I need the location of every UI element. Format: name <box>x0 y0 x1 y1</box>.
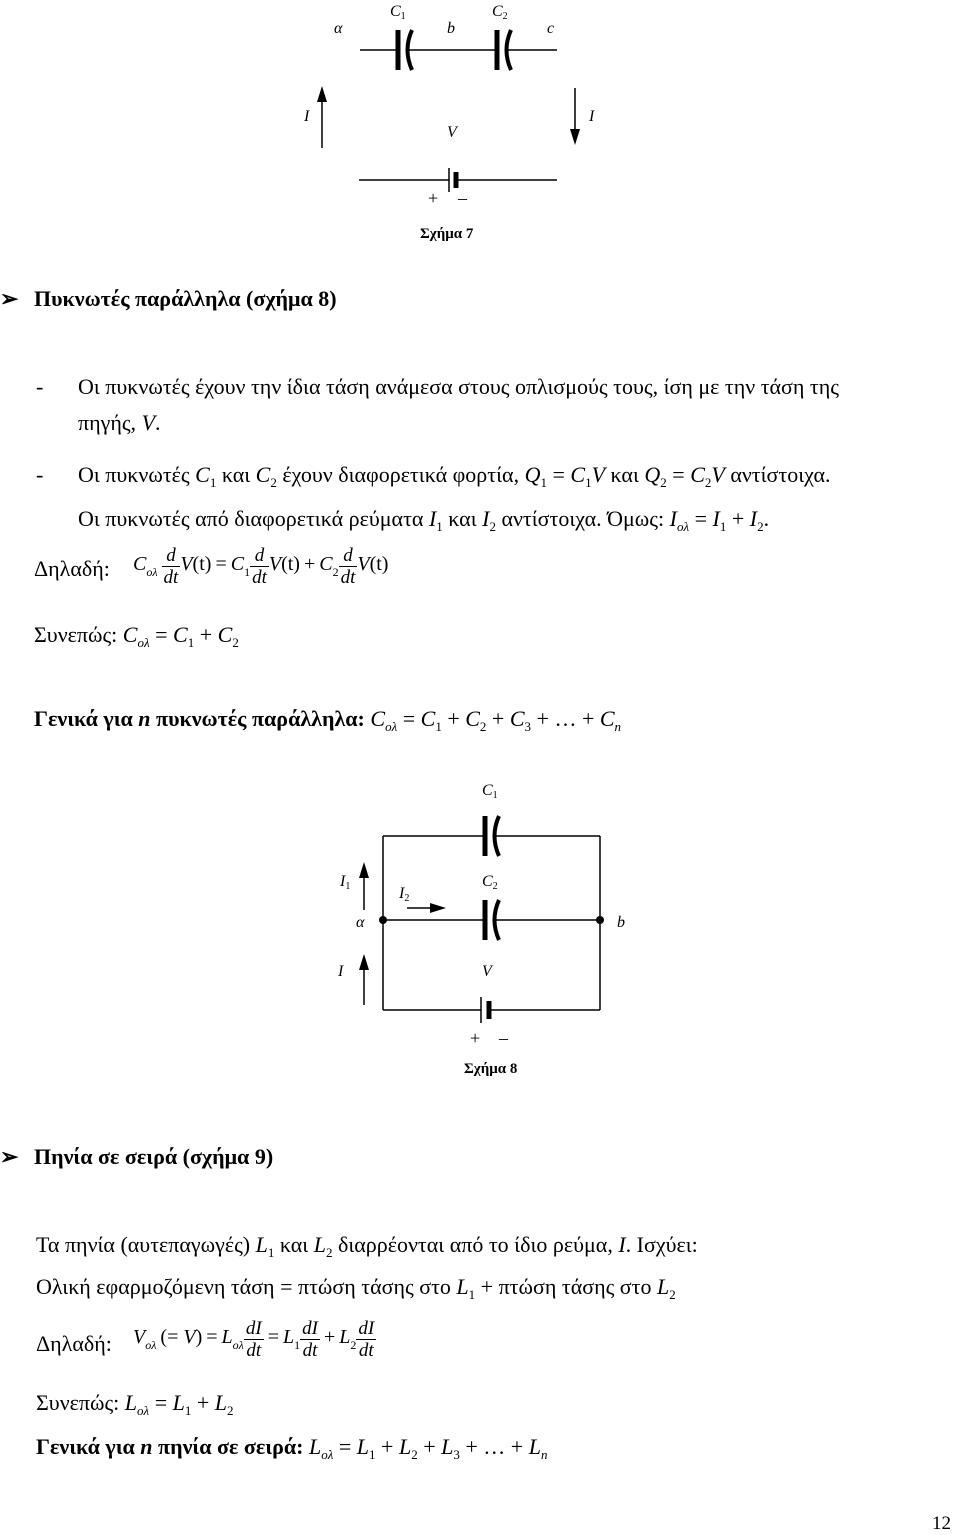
fig7-caption: Σχήμα 7 <box>420 226 474 242</box>
bullet2-line2: Οι πυκνωτές από διαφορετικά ρεύματα $I_1$ και $I_2$ αντίστοιχα. Όμως: $I_{o\lambda} = I_1 + I_2$. <box>78 506 770 534</box>
fig8-arrow-up-icon <box>359 862 369 878</box>
fig7-label-b: b <box>447 20 455 37</box>
section1-heading: ➢ Πυκνωτές παράλληλα (σχήμα 8) <box>0 286 337 311</box>
bullet2-dash: - <box>36 462 44 487</box>
page-number: 12 <box>932 1513 951 1534</box>
bullet-arrow-icon: ➢ <box>0 1144 19 1169</box>
fig7-label-c2: C2 <box>492 3 508 22</box>
fig8-node-a <box>379 916 387 924</box>
fig7-arrow-down-icon <box>570 129 580 145</box>
fig8-plus-sign: + <box>470 1028 481 1048</box>
capacitor-current-equation: $C_{o\lambda}$ $\frac{d}{dt}$ $V(t) = C_1$ $\frac{d}{dt}$ $V(t) + C_2$ $\frac{d}{dt}$ V(t) <box>133 545 389 588</box>
bullet1-line2: πηγής, V. <box>78 410 161 435</box>
bullet-arrow-icon: ➢ <box>0 286 19 311</box>
inductors-line1: Τα πηνία (αυτεπαγωγές) $L_1$ και $L_2$ διαρρέονται από το ίδιο ρεύμα, I. Ισχύει: <box>36 1232 698 1260</box>
synepos-capacitors: Συνεπώς: $C_{o\lambda} = C_1 + C_2$ <box>34 622 239 650</box>
bullet1-dash: - <box>36 374 44 399</box>
figure-8-circuit <box>0 760 960 1100</box>
fig8-caption: Σχήμα 8 <box>464 1061 518 1077</box>
diladi-label-1: Δηλαδή: <box>34 556 110 581</box>
fig7-label-i-right: I <box>589 108 595 125</box>
fig8-arrow-right-icon <box>430 903 446 913</box>
bullet1-line1: Οι πυκνωτές έχουν την ίδια τάση ανάμεσα στους οπλισμούς τους, ίση με την τάση της <box>78 374 839 399</box>
section2-heading: ➢ Πηνία σε σειρά (σχήμα 9) <box>0 1144 274 1169</box>
fig7-label-i-left: I <box>304 108 310 125</box>
fig8-node-b <box>596 916 604 924</box>
figure-7-circuit <box>0 0 960 250</box>
fig8-label-i: I <box>338 963 344 980</box>
fig8-arrow-up-icon <box>359 954 369 970</box>
diladi-label-2: Δηλαδή: <box>36 1331 112 1356</box>
fig7-label-a: α <box>334 20 343 37</box>
fig8-label-a: α <box>356 914 365 931</box>
inductors-line2: Ολική εφαρμοζόμενη τάση = πτώση τάσης στο $L_1 + \pi\tau ώ\sigma\eta$ τάσης στο $L_2$ <box>36 1274 676 1302</box>
fig8-label-c1: C1 <box>482 782 498 801</box>
fig8-label-i2: I2 <box>399 885 410 904</box>
fig7-label-v: V <box>447 124 457 141</box>
fig8-minus-sign: – <box>499 1028 508 1048</box>
fig8-label-b: b <box>617 914 625 931</box>
fig7-minus-sign: – <box>458 188 467 208</box>
bullet2-line1: Οι πυκνωτές $C_1$ και $C_2$ έχουν διαφορετικά φορτία, $Q_1 = C_1V$ και $Q_2 = C_2V$ αντίστοιχα. <box>78 462 831 490</box>
fig7-label-c1: C1 <box>390 3 406 22</box>
fig8-label-v: V <box>482 963 492 980</box>
synepos-inductors: Συνεπώς: $L_{o\lambda} = L_1 + L_2$ <box>36 1390 234 1418</box>
fig7-arrow-up-icon <box>317 86 327 102</box>
fig7-label-c: c <box>547 20 555 37</box>
general-inductors-series: Γενικά για n πηνία σε σειρά: $L_{o\lambda} = L_1 + L_2 + L_3$ + … + $L_n$ <box>36 1434 548 1462</box>
general-capacitors-parallel: Γενικά για n πυκνωτές παράλληλα: $C_{o\lambda} = C_1 + C_2 + C_3$ + … + $C_n$ <box>34 706 622 734</box>
fig8-label-c2: C2 <box>482 873 498 892</box>
inductor-voltage-equation: $V_{o\lambda}$ (= $V) = L_{o\lambda}$ $\frac{dI}{dt}$ = $L_1$ $\frac{dI}{dt}$ + $L_2$ $\frac{dI}{dt}$ <box>133 1318 375 1361</box>
fig8-label-i1: I1 <box>340 873 351 892</box>
fig7-plus-sign: + <box>428 188 439 208</box>
